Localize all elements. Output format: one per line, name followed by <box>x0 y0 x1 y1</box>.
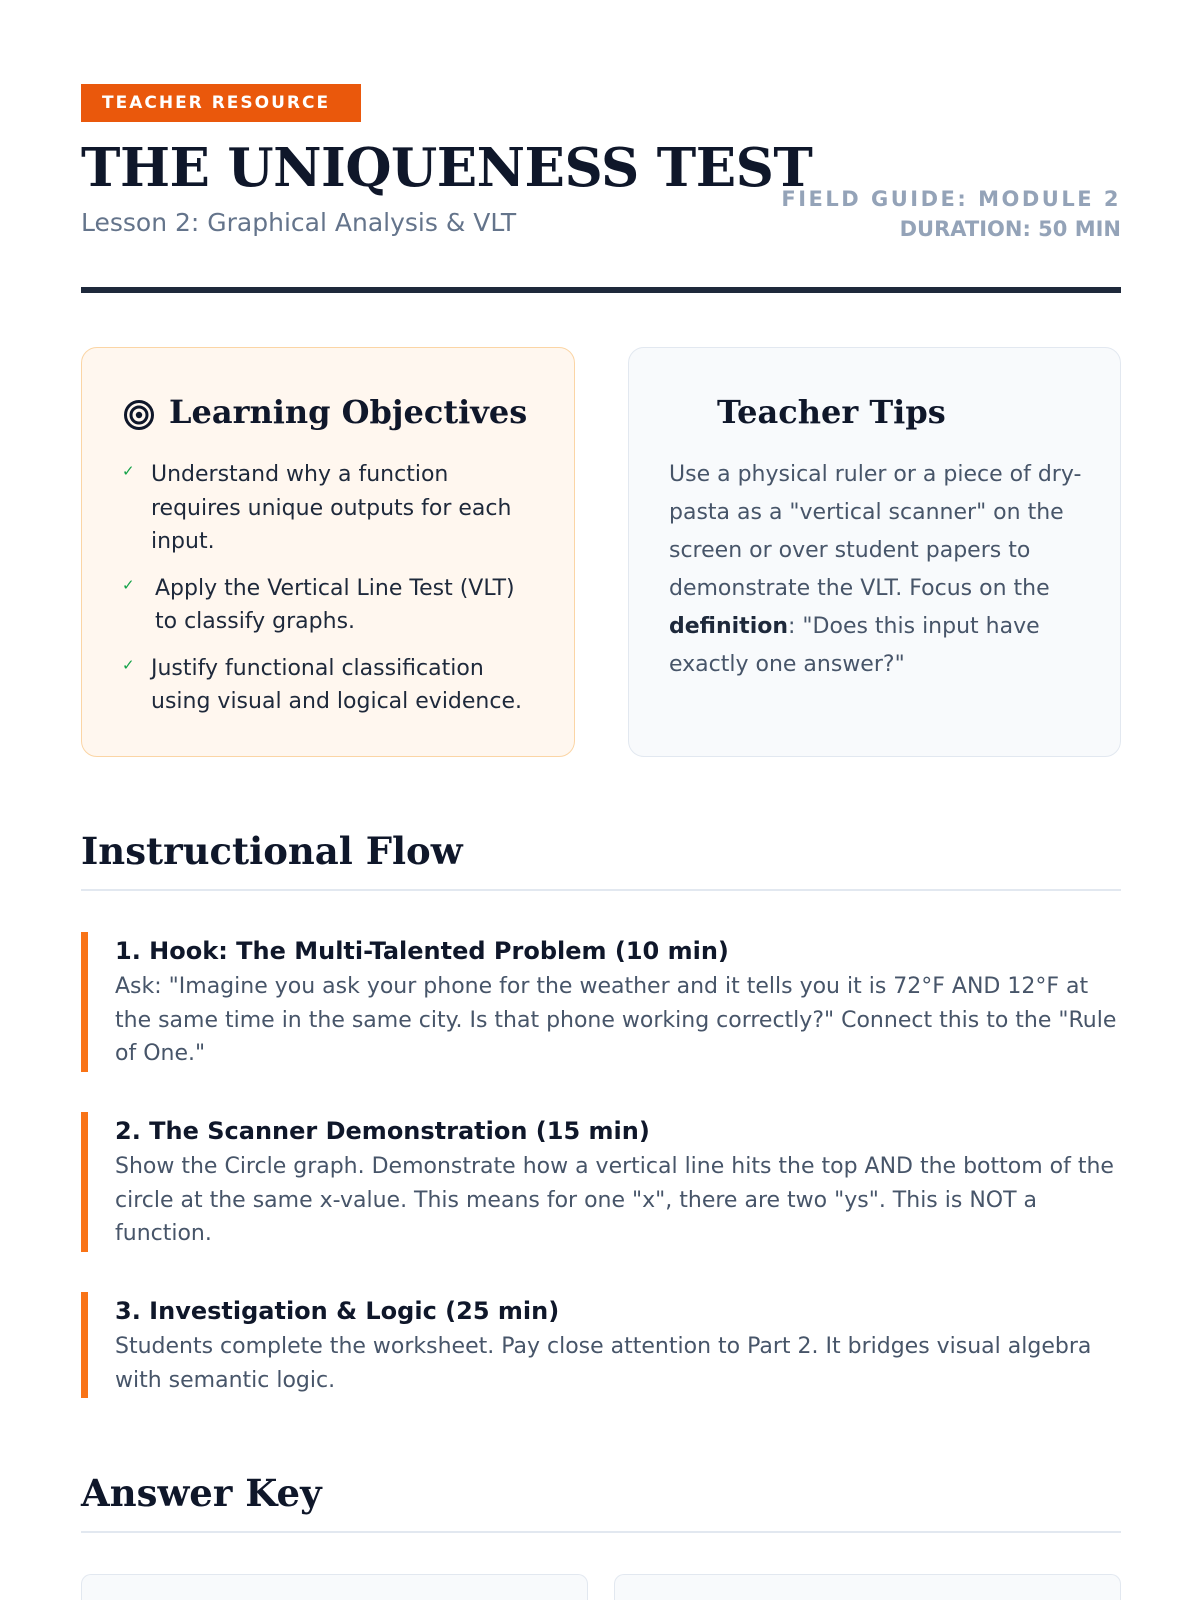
page-title: THE UNIQUENESS TEST <box>81 137 813 199</box>
answer-key-card <box>81 1574 588 1600</box>
lesson-page <box>81 0 1121 1600</box>
objective-text: Justify functional classification using visual and logical evidence. <box>151 655 522 714</box>
step-title: 3. Investigation & Logic (25 min) <box>115 1297 560 1325</box>
resource-tag: TEACHER RESOURCE <box>81 84 361 122</box>
step-body: Ask: "Imagine you ask your phone for the weather and it tells you it is 72°F AND 12°F at the same time in the same city. Is that phone working correctly?" Connect this to the "Rule of One." <box>115 974 1117 1066</box>
flow-step <box>81 1112 1121 1252</box>
check-icon: ✓ <box>122 575 135 594</box>
answer-key-heading: Answer Key <box>81 1471 322 1515</box>
answer-key-card <box>614 1574 1121 1600</box>
module-meta <box>781 184 1121 244</box>
step-title: 2. The Scanner Demonstration (15 min) <box>115 1117 650 1145</box>
duration-label: DURATION: 50 MIN <box>899 217 1121 241</box>
module-label: FIELD GUIDE: MODULE 2 <box>781 187 1121 211</box>
instructional-flow-heading: Instructional Flow <box>81 829 463 873</box>
objective-item <box>122 572 542 639</box>
objectives-list <box>122 458 542 732</box>
objective-item <box>122 652 542 719</box>
tips-text-bold: definition <box>669 614 789 639</box>
objective-item <box>122 458 542 559</box>
learning-objectives-card <box>81 347 575 757</box>
lesson-subtitle: Lesson 2: Graphical Analysis & VLT <box>81 208 517 237</box>
objective-text: Understand why a function requires unique outputs for each input. <box>151 462 512 554</box>
header-divider <box>81 287 1121 293</box>
teacher-tips-card <box>628 347 1121 757</box>
section-divider <box>81 1531 1121 1533</box>
tips-text <box>669 456 1089 684</box>
objectives-title: Learning Objectives <box>169 393 528 431</box>
tips-text-after: : "Does this input have exactly one answer?" <box>669 614 1040 677</box>
step-body: Students complete the worksheet. Pay close attention to Part 2. It bridges visual algebra with semantic logic. <box>115 1334 1092 1393</box>
tips-title: Teacher Tips <box>717 393 946 431</box>
step-body: Show the Circle graph. Demonstrate how a vertical line hits the top AND the bottom of the circle at the same x-value. This means for one "x", there are two "ys". This is NOT a function. <box>115 1154 1114 1246</box>
check-icon: ✓ <box>122 462 135 480</box>
flow-step <box>81 1292 1121 1398</box>
target-icon <box>123 399 155 431</box>
section-divider <box>81 889 1121 891</box>
check-icon: ✓ <box>122 655 135 674</box>
flow-step <box>81 932 1121 1072</box>
objective-text: Apply the Vertical Line Test (VLT) to classify graphs. <box>155 575 515 634</box>
step-title: 1. Hook: The Multi-Talented Problem (10 min) <box>115 937 729 965</box>
tips-text-before: Use a physical ruler or a piece of dry-pasta as a "vertical scanner" on the screen or over student papers to demonstrate the VLT. Focus on the <box>669 462 1082 601</box>
